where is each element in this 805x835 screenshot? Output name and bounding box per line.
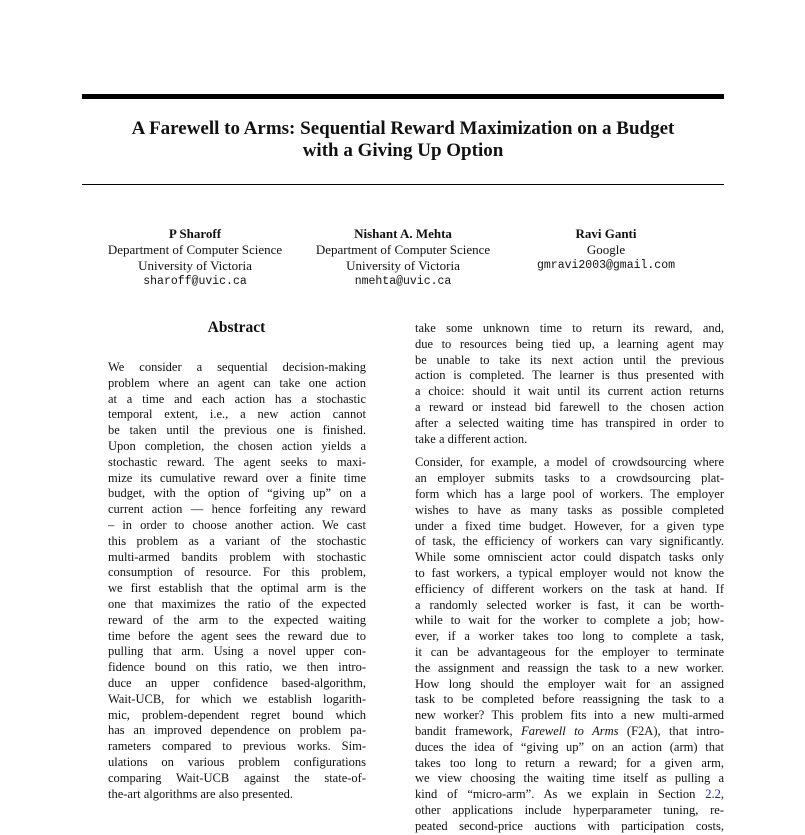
author-name: Nishant A. Mehta <box>354 226 452 241</box>
text-line <box>415 787 724 803</box>
text-fragment: , <box>720 787 724 802</box>
text-line: it can be advantageous for the employer to terminate <box>415 644 724 659</box>
text-line: ulations on various problem configurations <box>108 754 366 769</box>
text-line: – in order to choose another action. We cast <box>108 517 366 532</box>
author-2 <box>305 226 501 290</box>
paragraph-2 <box>415 455 724 724</box>
author-1 <box>97 226 293 290</box>
framework-name: Farewell to Arms <box>521 723 619 738</box>
author-department: Department of Computer Science <box>315 242 491 257</box>
text-line: rameters compared to previous works. Sim- <box>108 739 366 754</box>
text-line: wishes to have as many tasks as possible completed <box>415 502 724 517</box>
title-line-2: with a Giving Up Option <box>302 140 504 161</box>
abstract-heading: Abstract <box>207 319 266 336</box>
text-line: We consider a sequential decision-making <box>108 360 366 374</box>
text-line: temporal extent, i.e., a new action cannot <box>108 407 366 422</box>
author-email[interactable]: nmehta@uvic.ca <box>354 275 452 288</box>
text-line: other applications include hyperparameter tuning, re- <box>415 802 724 817</box>
text-line: duces the idea of “giving up” on an action (arm) that <box>415 739 724 754</box>
text-line <box>415 724 724 740</box>
text-line: stochastic reward. The agent seeks to maxi- <box>108 454 366 469</box>
author-email[interactable]: gmravi2003@gmail.com <box>536 259 676 272</box>
text-line: due to resources being tied up, a learning agent may <box>415 336 724 351</box>
text-line: a reward or instead bid farewell to the chosen action <box>415 399 724 414</box>
text-line: time before the agent sees the reward due to <box>108 628 366 643</box>
author-name: Ravi Ganti <box>575 226 637 241</box>
text-line: comparing Wait-UCB against the state-of- <box>108 770 366 785</box>
paragraph-2-end <box>415 803 724 835</box>
text-line: consumption of resource. For this problem, <box>108 565 366 580</box>
paper-title <box>82 118 724 162</box>
text-line: While some omniscient actor could dispatch tasks only <box>415 550 724 565</box>
text-line: mize its cumulative reward over a finite time <box>108 470 366 485</box>
text-line: has an improved dependence on problem pa- <box>108 723 366 738</box>
text-line: to fast workers, a typical employer would not know the <box>415 565 724 580</box>
text-line: reward of the arm to the expected waiting <box>108 612 366 627</box>
text-fragment: (F2A), that intro- <box>618 723 724 738</box>
title-line-1: A Farewell to Arms: Sequential Reward Maximization on a Budget <box>131 118 675 139</box>
text-line: at a time and each action has a stochastic <box>108 391 366 406</box>
title-rule-bottom <box>82 184 724 185</box>
text-line: Wait-UCB, for which we establish logarith- <box>108 691 366 706</box>
text-line: takes too long to return a reward; for a given arm, <box>415 755 724 770</box>
text-line: this problem as a variant of the stochastic <box>108 533 366 548</box>
author-organization: Google <box>586 242 626 257</box>
text-line: after a selected waiting time has transpired in order to <box>415 415 724 430</box>
text-line: we view choosing the waiting time itself as pulling a <box>415 771 724 786</box>
text-line: the-art algorithms are also presented. <box>108 786 293 801</box>
text-fragment: bandit framework, <box>415 723 513 738</box>
text-line: be taken until the previous one is finished. <box>108 423 366 438</box>
author-name: P Sharoff <box>168 226 222 241</box>
text-line: duce an upper confidence based-algorithm, <box>108 675 366 690</box>
text-line: How long should the employer wait for an assigned <box>415 676 724 691</box>
text-line: take a different action. <box>415 431 528 446</box>
text-line: action is completed. The learner is thus presented with <box>415 368 724 383</box>
text-line: we first establish that the optimal arm is the <box>108 581 366 596</box>
text-line: a choice: should it wait until its current action returns <box>415 384 724 399</box>
text-line: new worker? This problem fits into a new multi-armed <box>415 708 724 723</box>
text-line: ever, if a worker takes too long to complete a task, <box>415 629 724 644</box>
title-rule-top <box>82 94 724 99</box>
text-line: Consider, for example, a model of crowdsourcing where <box>415 455 724 470</box>
introduction-text <box>415 321 724 835</box>
text-line: fidence bound on this ratio, we then intro- <box>108 660 366 675</box>
text-line: under a fixed time budget. However, for a given type <box>415 518 724 533</box>
text-line: problem where an agent can take one action <box>108 375 366 390</box>
author-university: University of Victoria <box>138 258 252 273</box>
text-fragment: kind of “micro-arm”. As we explain in Section <box>415 787 706 802</box>
text-line: one that maximizes the ratio of the expected <box>108 596 366 611</box>
text-line: efficiency of different workers on the task at hand. If <box>415 581 724 596</box>
author-3 <box>530 226 682 274</box>
text-line: be unable to take its next action until the previous <box>415 352 724 367</box>
text-line: while to wait for the worker to complete a job; how- <box>415 613 724 628</box>
paragraph-1 <box>415 321 724 447</box>
text-line: budget, with the option of “giving up” on a <box>108 486 366 501</box>
text-line: multi-armed bandits problem with stochastic <box>108 549 366 564</box>
text-line: form which has a large pool of workers. The employer <box>415 486 724 501</box>
author-department: Department of Computer Science <box>107 242 283 257</box>
text-line: of task, the efficiency of workers can vary significantly. <box>415 534 724 549</box>
text-line: peated second-price auctions with participation costs, <box>415 818 724 833</box>
text-line: take some unknown time to return its reward, and, <box>415 321 724 335</box>
section-reference-link[interactable]: 2.2 <box>705 787 721 802</box>
text-line: mic, problem-dependent regret bound which <box>108 707 366 722</box>
author-email[interactable]: sharoff@uvic.ca <box>143 275 247 288</box>
abstract-text <box>108 360 366 802</box>
text-line: a randomly selected worker is fast, it can be worth- <box>415 597 724 612</box>
text-line: task to be completed before reassigning the task to a <box>415 692 724 707</box>
text-line: current action — hence forfeiting any reward <box>108 502 366 517</box>
text-line: the assignment and reassign the task to a new worker. <box>415 660 724 675</box>
author-university: University of Victoria <box>346 258 460 273</box>
text-line: Upon completion, the chosen action yields a <box>108 438 366 453</box>
paragraph-2-continued <box>415 740 724 787</box>
text-line: pulling that arm. Using a novel upper con- <box>108 644 366 659</box>
text-line: an employer submits tasks to a crowdsourcing plat- <box>415 471 724 486</box>
